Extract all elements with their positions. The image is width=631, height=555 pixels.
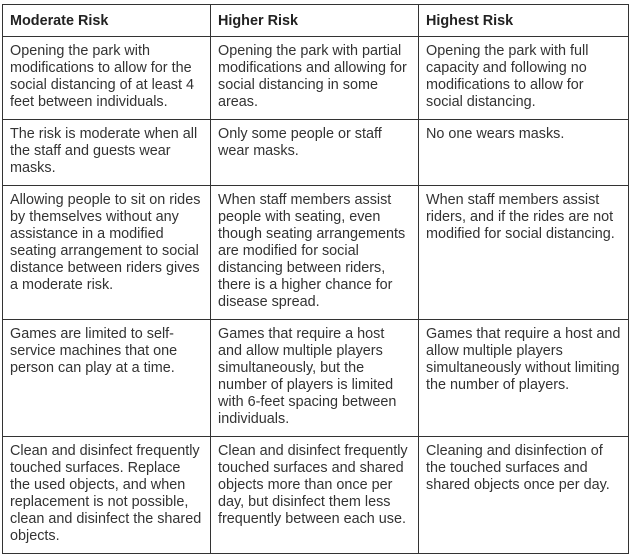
header-higher-risk: Higher Risk (211, 5, 419, 37)
table-cell-higher: Opening the park with partial modifications and allowing for social distancing in some areas. (211, 37, 419, 120)
table-row (3, 320, 629, 437)
table-cell-highest: Games that require a host and allow multiple players simultaneously without limiting the number of players. (419, 320, 629, 437)
table-row (3, 437, 629, 554)
table-cell-higher: Only some people or staff wear masks. (211, 120, 419, 186)
table-cell-higher: When staff members assist people with seating, even though seating arrangements are modified for social distancing between riders, there is a higher chance for disease spread. (211, 186, 419, 320)
risk-comparison-table (2, 4, 629, 554)
table-cell-higher: Games that require a host and allow multiple players simultaneously, but the number of players is limited with 6-feet spacing between individuals. (211, 320, 419, 437)
table-header-row (3, 5, 629, 37)
table-row (3, 37, 629, 120)
table-row (3, 186, 629, 320)
table-cell-higher: Clean and disinfect frequently touched surfaces and shared objects more than once per day, but disinfect them less frequently between each use. (211, 437, 419, 554)
table-row (3, 120, 629, 186)
table-cell-moderate: Allowing people to sit on rides by themselves without any assistance in a modified seating arrangement to social distance between riders gives a moderate risk. (3, 186, 211, 320)
table-cell-highest: Cleaning and disinfection of the touched surfaces and shared objects once per day. (419, 437, 629, 554)
table-cell-moderate: Games are limited to self-service machines that one person can play at a time. (3, 320, 211, 437)
header-highest-risk: Highest Risk (419, 5, 629, 37)
table-cell-moderate: Clean and disinfect frequently touched surfaces. Replace the used objects, and when replacement is not possible, clean and disinfect the shared objects. (3, 437, 211, 554)
table-cell-highest: When staff members assist riders, and if the rides are not modified for social distancing. (419, 186, 629, 320)
table-cell-moderate: The risk is moderate when all the staff and guests wear masks. (3, 120, 211, 186)
table-cell-highest: No one wears masks. (419, 120, 629, 186)
table-cell-highest: Opening the park with full capacity and following no modifications to allow for social distancing. (419, 37, 629, 120)
header-moderate-risk: Moderate Risk (3, 5, 211, 37)
table-cell-moderate: Opening the park with modifications to allow for the social distancing of at least 4 feet between individuals. (3, 37, 211, 120)
